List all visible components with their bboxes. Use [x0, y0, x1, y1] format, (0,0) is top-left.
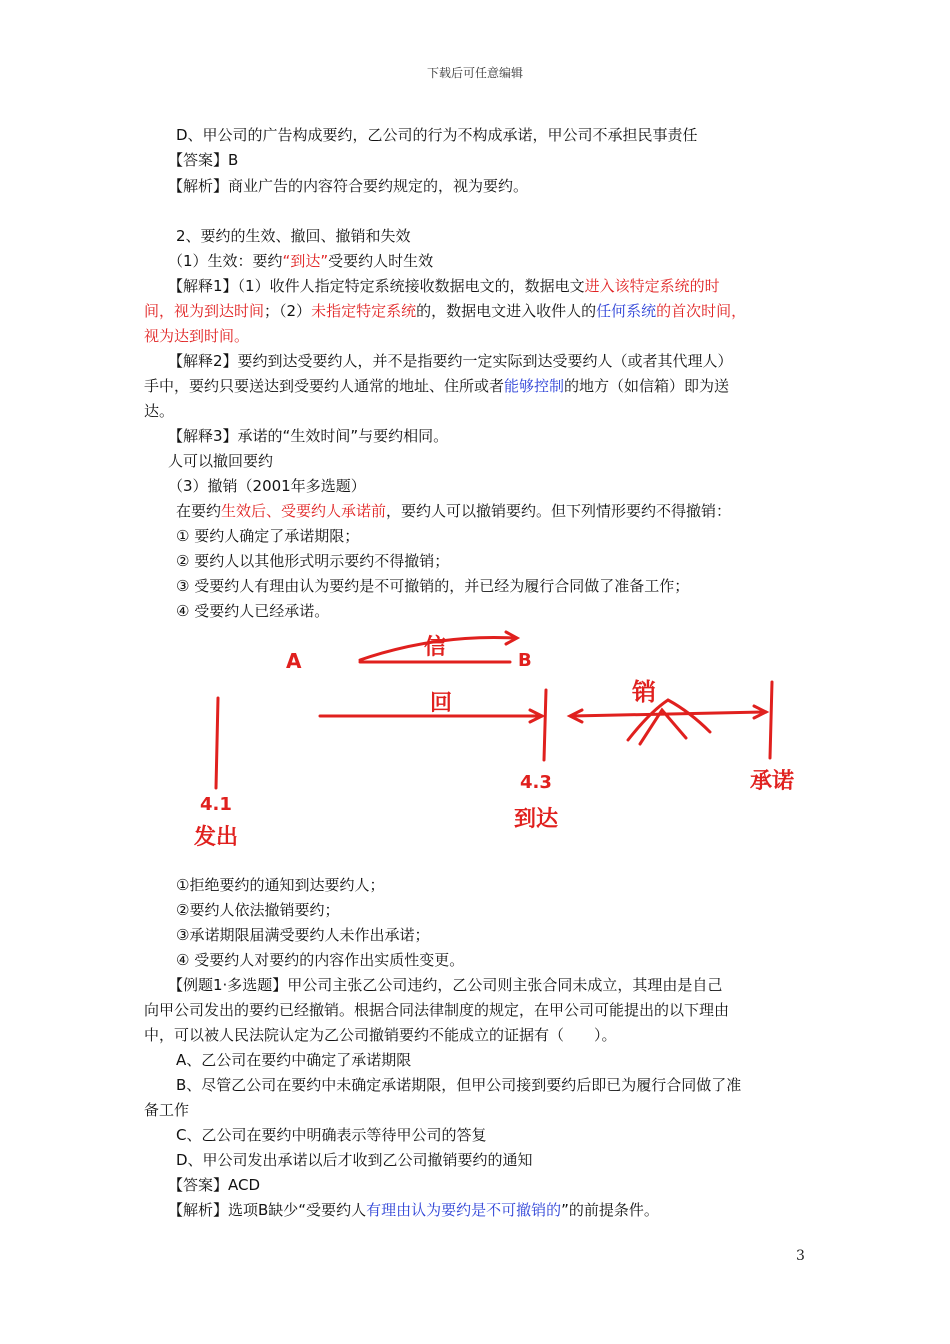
text-segment: 能够控制	[504, 377, 565, 395]
text-segment: ④ 受要约人已经承诺。	[176, 602, 330, 620]
text-line	[176, 601, 329, 621]
issue-date-marker	[216, 698, 218, 788]
text-line	[176, 925, 429, 945]
text-line	[168, 1200, 659, 1220]
text-segment: ②要约人依法撤销要约；	[176, 901, 340, 919]
text-line	[144, 1000, 729, 1020]
text-line	[176, 1050, 411, 1070]
text-segment: ③ 受要约人有理由认为要约是不可撤销的，并已经为履行合同做了准备工作；	[176, 577, 690, 595]
text-line	[168, 276, 720, 296]
text-line	[144, 326, 249, 346]
acceptance-marker	[770, 682, 772, 758]
text-segment: 人可以撤回要约	[168, 452, 274, 470]
withdraw-label: 回	[430, 691, 453, 716]
text-line	[168, 351, 733, 371]
text-segment: （1）生效：要约	[168, 252, 283, 270]
text-segment: 有理由认为要约是不可撤销的	[366, 1201, 562, 1219]
text-line	[144, 1025, 617, 1045]
text-line	[168, 451, 273, 471]
text-line	[176, 501, 731, 521]
text-line	[176, 875, 384, 895]
text-segment: ”的前提条件。	[561, 1201, 659, 1219]
text-segment: 【解释3】承诺的“生效时间”与要约相同。	[168, 427, 449, 445]
text-line	[176, 1075, 741, 1095]
text-segment: ③承诺期限届满受要约人未作出承诺；	[176, 926, 430, 944]
text-segment: C、乙公司在要约中明确表示等待甲公司的答复	[176, 1126, 487, 1144]
letter-label: 信	[424, 635, 447, 660]
text-line	[168, 176, 528, 196]
text-line	[176, 1125, 486, 1145]
text-segment: 向甲公司发出的要约已经撤销。根据合同法律制度的规定，在甲公司可能提出的以下理由	[144, 1001, 730, 1019]
text-segment: 间，视为到达时间	[144, 302, 265, 320]
text-segment: 【答案】ACD	[168, 1176, 261, 1194]
text-segment: （3）撤销（2001年多选题）	[168, 477, 366, 495]
text-segment: A、乙公司在要约中确定了承诺期限	[176, 1051, 412, 1069]
text-segment: 2、要约的生效、撤回、撤销和失效	[176, 227, 411, 245]
text-line	[176, 950, 464, 970]
text-line	[144, 401, 174, 421]
text-segment: 中，可以被人民法院认定为乙公司撤销要约不能成立的证据有（ ）。	[144, 1026, 617, 1044]
text-segment: 【解释1】（1）收件人指定特定系统接收数据电文的，数据电文	[168, 277, 585, 295]
arrival-date-label: 4.3	[520, 772, 552, 793]
text-segment: ④ 受要约人对要约的内容作出实质性变更。	[176, 951, 465, 969]
text-segment: ，要约人可以撤销要约。但下列情形要约不得撤销：	[386, 502, 732, 520]
text-segment: 的首次时间，	[656, 302, 747, 320]
page-header: 下载后可任意编辑	[426, 66, 523, 80]
text-segment: ② 要约人以其他形式明示要约不得撤销；	[176, 552, 450, 570]
text-line	[168, 251, 433, 271]
text-segment: 【解析】选项B缺少“受要约人	[168, 1201, 367, 1219]
text-segment: 任何系统	[596, 302, 657, 320]
text-segment: 达。	[144, 402, 175, 420]
text-line	[168, 975, 722, 995]
text-line	[144, 1100, 189, 1120]
text-segment: 在要约	[176, 502, 222, 520]
text-line	[176, 526, 359, 546]
text-line	[168, 150, 238, 170]
arrival-date-marker	[544, 690, 546, 760]
text-segment: D、甲公司的广告构成要约，乙公司的行为不构成承诺，甲公司不承担民事责任	[176, 126, 698, 144]
text-line	[168, 476, 366, 496]
revoke-label: 销	[632, 678, 656, 706]
page-number: 3	[796, 1248, 805, 1264]
text-segment: ①拒绝要约的通知到达要约人；	[176, 876, 385, 894]
text-segment: 【解释2】要约到达受要约人，并不是指要约一定实际到达受要约人（或者其代理人）	[168, 352, 733, 370]
text-segment: 受要约人时生效	[328, 252, 434, 270]
party-b-label: B	[518, 650, 532, 671]
text-segment: “到达”	[282, 252, 329, 270]
text-line	[176, 900, 339, 920]
text-segment: ；（2）	[264, 302, 312, 320]
acceptance-label: 承诺	[750, 769, 795, 794]
text-line	[176, 226, 411, 246]
text-line	[144, 301, 746, 321]
text-line	[176, 125, 698, 145]
text-segment: 手中，要约只要送达到受要约人通常的地址、住所或者	[144, 377, 505, 395]
revoke-arrow	[572, 712, 766, 716]
text-segment: 【解析】商业广告的内容符合要约规定的，视为要约。	[168, 177, 529, 195]
issue-date-label: 4.1	[200, 794, 232, 815]
issue-label: 发出	[194, 825, 239, 850]
text-segment: 的地方（如信箱）即为送	[564, 377, 730, 395]
text-segment: 视为达到时间。	[144, 327, 250, 345]
text-segment: 备工作	[144, 1101, 190, 1119]
text-segment: 的，数据电文进入收件人的	[416, 302, 597, 320]
text-line	[144, 376, 729, 396]
text-segment: D、甲公司发出承诺以后才收到乙公司撤销要约的通知	[176, 1151, 533, 1169]
text-line	[168, 1175, 260, 1195]
arrival-label: 到达	[514, 807, 559, 832]
text-segment: B、尽管乙公司在要约中未确定承诺期限，但甲公司接到要约后即已为履行合同做了准	[176, 1076, 742, 1094]
text-segment: 【例题1·多选题】甲公司主张乙公司违约，乙公司则主张合同未成立，其理由是自己	[168, 976, 723, 994]
text-line	[176, 551, 449, 571]
offer-timeline-diagram	[180, 620, 860, 870]
text-line	[176, 1150, 533, 1170]
party-a-label: A	[286, 649, 302, 673]
text-segment: 进入该特定系统的时	[584, 277, 720, 295]
text-line	[176, 576, 689, 596]
text-segment: 未指定特定系统	[311, 302, 417, 320]
text-segment: 【答案】B	[168, 151, 239, 169]
text-segment: ① 要约人确定了承诺期限；	[176, 527, 360, 545]
text-line	[168, 426, 448, 446]
text-segment: 生效后、受要约人承诺前	[221, 502, 387, 520]
